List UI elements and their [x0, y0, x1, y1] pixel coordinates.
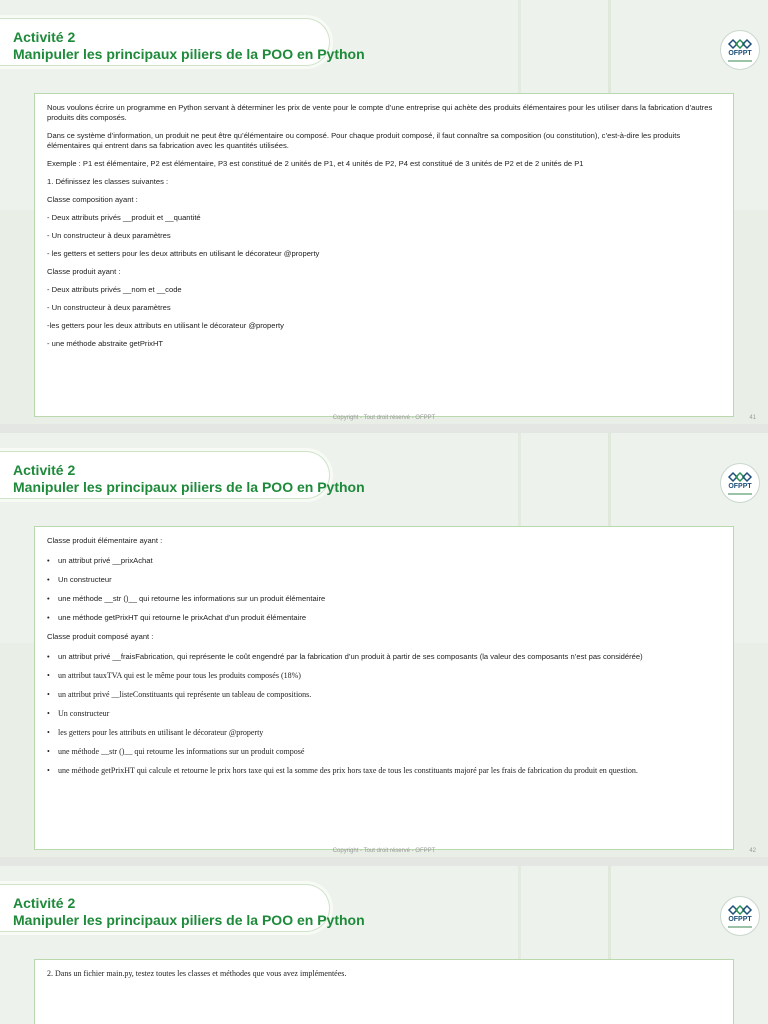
slide-title-tab: [0, 18, 365, 66]
paragraph: Dans ce système d’information, un produit ne peut être qu’élémentaire ou composé. Pour chaque produit composé, il faut connaître sa composition (ou constitution), c’est-à-dire les produits élémentaires qui entrent dans sa fabrication avec les quantités utilisées.: [47, 131, 681, 150]
slide-title-tab: [0, 451, 365, 499]
list-item: -les getters pour les deux attributs en utilisant le décorateur @property: [47, 321, 284, 330]
list-item: - Un constructeur à deux paramètres: [47, 231, 171, 240]
logo-text: OFPPT: [728, 50, 752, 57]
copyright-text: Copyright - Tout droit réservé - OFPPT: [332, 415, 436, 421]
page-number: 42: [749, 848, 756, 854]
slide-43: [0, 866, 768, 1024]
ofppt-logo-icon: [727, 471, 753, 483]
list-item: • Un constructeur: [47, 575, 721, 585]
question-2: 2. Dans un fichier main.py, testez toutes les classes et méthodes que vous avez implémentées.: [47, 969, 347, 978]
list-item: • un attribut privé __listeConstituants qui représente un tableau de compositions.: [47, 690, 721, 700]
list-item: - Deux attributs privés __nom et __code: [47, 285, 182, 294]
logo-underline: [728, 926, 752, 928]
paragraph: Nous voulons écrire un programme en Python servant à déterminer les prix de vente pour le compte d’une entreprise qui achète des produits élémentaires pour les utiliser dans la fabrication d’autres produits dits composés.: [47, 103, 713, 122]
list-item: - une méthode abstraite getPrixHT: [47, 339, 164, 348]
list-item: • un attribut privé __prixAchat: [47, 556, 721, 566]
list-item: • une méthode getPrixHT qui calcule et retourne le prix hors taxe qui est la somme des prix hors taxe de tous les constituants majoré par les frais de fabrication du produit en question.: [47, 766, 721, 776]
copyright-text: Copyright - Tout droit réservé - OFPPT: [332, 848, 436, 854]
slide-footer: [0, 415, 768, 424]
list-item: • Un constructeur: [47, 709, 721, 719]
example-paragraph: Exemple : P1 est élémentaire, P2 est élémentaire, P3 est constitué de 2 unités de P1, et 4 unités de P2, P4 est constitué de 3 unités de P2 et de 2 unités de P1: [47, 159, 584, 168]
class-heading: Classe produit composé ayant :: [47, 632, 154, 641]
slide-title-heading: Manipuler les principaux piliers de la POO en Python: [13, 46, 365, 62]
class-heading: Classe produit ayant :: [47, 267, 121, 276]
list-item: • les getters pour les attributs en utilisant le décorateur @property: [47, 728, 721, 738]
ofppt-logo-icon: [727, 904, 753, 916]
slide-title-activity: Activité 2: [13, 895, 76, 911]
ofppt-logo: [720, 463, 760, 503]
list-item: - les getters et setters pour les deux attributs en utilisant le décorateur @property: [47, 249, 320, 258]
class-heading: Classe produit élémentaire ayant :: [47, 536, 163, 545]
list-item: - Un constructeur à deux paramètres: [47, 303, 171, 312]
slide-content-box: [34, 959, 734, 1024]
logo-text: OFPPT: [728, 483, 752, 490]
page-number: 41: [749, 415, 756, 421]
slide-title-activity: Activité 2: [13, 29, 76, 45]
slide-title-activity: Activité 2: [13, 462, 76, 478]
list-item: • un attribut privé __fraisFabrication, qui représente le coût engendré par la fabrication d’un produit à partir de ses composants (la valeur des composants n’est pas considérée): [47, 652, 721, 662]
slide-content-box: [34, 93, 734, 417]
slide-title-heading: Manipuler les principaux piliers de la POO en Python: [13, 479, 365, 495]
logo-underline: [728, 60, 752, 62]
slide-content-box: [34, 526, 734, 850]
slide-41: [0, 0, 768, 424]
slide-42: [0, 433, 768, 857]
list-item: • une méthode __str ()__ qui retourne les informations sur un produit composé: [47, 747, 721, 757]
list-item: • une méthode __str ()__ qui retourne les informations sur un produit élémentaire: [47, 594, 721, 604]
logo-underline: [728, 493, 752, 495]
ofppt-logo: [720, 30, 760, 70]
class-heading: Classe composition ayant :: [47, 195, 138, 204]
list-item: • un attribut tauxTVA qui est le même pour tous les produits composés (18%): [47, 671, 721, 681]
list-item: • une méthode getPrixHT qui retourne le prixAchat d’un produit élémentaire: [47, 613, 721, 623]
ofppt-logo-icon: [727, 38, 753, 50]
ofppt-logo: [720, 896, 760, 936]
slide-footer: [0, 848, 768, 857]
slide-title-tab: [0, 884, 365, 932]
list-item: - Deux attributs privés __produit et __quantité: [47, 213, 201, 222]
slide-title-heading: Manipuler les principaux piliers de la POO en Python: [13, 912, 365, 928]
question-1: 1. Définissez les classes suivantes :: [47, 177, 169, 186]
logo-text: OFPPT: [728, 916, 752, 923]
